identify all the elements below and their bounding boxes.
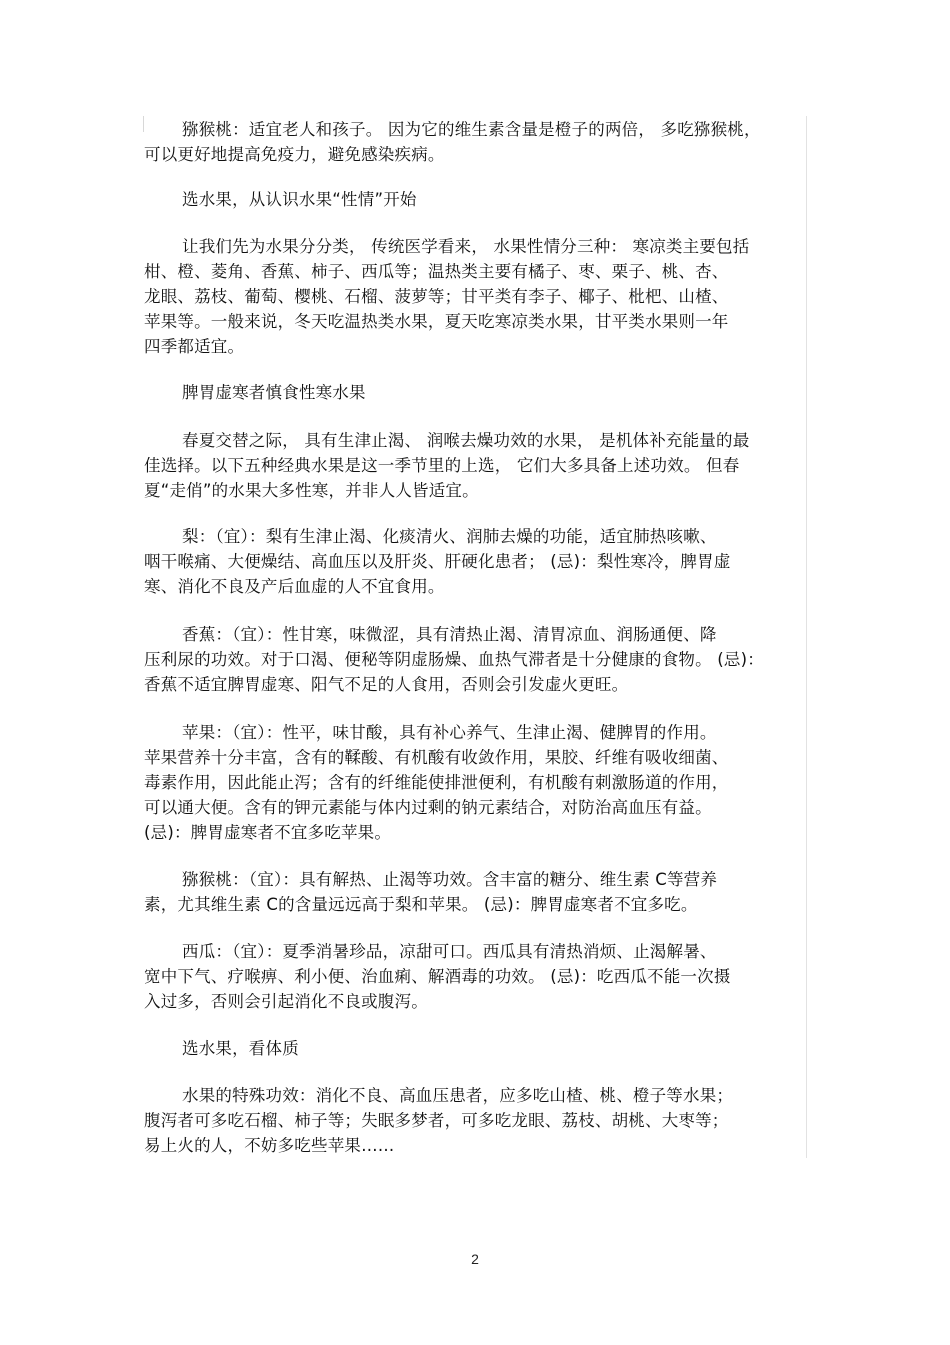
page-number: 2	[471, 1251, 479, 1267]
text-line: 水果的特殊功效：消化不良、高血压患者，应多吃山楂、桃、橙子等水果；	[182, 1086, 734, 1105]
text-line: 苹果营养十分丰富，含有的鞣酸、有机酸有收敛作用，果胶、纤维有吸收细菌、	[144, 748, 729, 767]
text-line: 素，尤其维生素 C的含量远远高于梨和苹果。 (忌)：脾胃虚寒者不宜多吃。	[144, 895, 698, 914]
text-line: 香蕉：（宜）：性甘寒，味微涩，具有清热止渴、清胃凉血、润肠通便、降	[182, 625, 717, 644]
text-line: 苹果等。一般来说，冬天吃温热类水果，夏天吃寒凉类水果，甘平类水果则一年	[144, 312, 729, 331]
text-line: 香蕉不适宜脾胃虚寒、阳气不足的人食用，否则会引发虚火更旺。	[144, 675, 629, 694]
text-line: 猕猴桃：（宜）：具有解热、止渴等功效。含丰富的糖分、维生素 C等营养	[182, 870, 718, 889]
text-line: 苹果：（宜）：性平，味甘酸，具有补心养气、生津止渴、健脾胃的作用。	[182, 723, 717, 742]
text-line: 压利尿的功效。对于口渴、便秘等阴虚肠燥、血热气滞者是十分健康的食物。 (忌)：	[144, 650, 764, 669]
text-line: 梨：（宜）：梨有生津止渴、化痰清火、润肺去燥的功能，适宜肺热咳嗽、	[182, 527, 717, 546]
text-line: 龙眼、荔枝、葡萄、樱桃、石榴、菠萝等；甘平类有李子、椰子、枇杷、山楂、	[144, 287, 729, 306]
text-line: 易上火的人，不妨多吃些苹果……	[144, 1136, 395, 1155]
text-line: 春夏交替之际， 具有生津止渴、 润喉去燥功效的水果， 是机体补充能量的最	[182, 431, 750, 450]
text-line: 宽中下气、疗喉痹、利小便、治血痢、解酒毒的功效。 (忌)：吃西瓜不能一次摄	[144, 967, 731, 986]
text-line: 佳选择。以下五种经典水果是这一季节里的上选， 它们大多具备上述功效。 但春	[144, 456, 740, 475]
text-line: 腹泻者可多吃石榴、柿子等；失眠多梦者，可多吃龙眼、荔枝、胡桃、大枣等；	[144, 1111, 729, 1130]
text-line: 四季都适宜。	[144, 337, 245, 356]
text-line: 毒素作用，因此能止泻；含有的纤维能使排泄便利，有机酸有刺激肠道的作用，	[144, 773, 729, 792]
text-line: 入过多，否则会引起消化不良或腹泻。	[144, 992, 428, 1011]
text-line: 寒、消化不良及产后血虚的人不宜食用。	[144, 577, 445, 596]
text-line: 西瓜：（宜）：夏季消暑珍品，凉甜可口。西瓜具有清热消烦、止渴解暑、	[182, 942, 717, 961]
text-line: 可以通大便。含有的钾元素能与体内过剩的钠元素结合，对防治高血压有益。	[144, 798, 712, 817]
text-body	[144, 116, 806, 1158]
text-line: 让我们先为水果分分类， 传统医学看来， 水果性情分三种： 寒凉类主要包括	[182, 237, 750, 256]
text-line: 猕猴桃：适宜老人和孩子。 因为它的维生素含量是橙子的两倍， 多吃猕猴桃，	[182, 120, 761, 139]
text-line: 可以更好地提高免疫力，避免感染疾病。	[144, 145, 445, 164]
section-heading: 脾胃虚寒者慎食性寒水果	[182, 383, 366, 402]
section-heading: 选水果，从认识水果“性情”开始	[182, 190, 417, 209]
text-line: 咽干喉痛、大便燥结、高血压以及肝炎、肝硬化患者； (忌)：梨性寒冷，脾胃虚	[144, 552, 731, 571]
text-line: 柑、橙、菱角、香蕉、柿子、西瓜等；温热类主要有橘子、枣、栗子、桃、杏、	[144, 262, 729, 281]
margin-rule-right	[806, 116, 807, 1158]
text-line: 夏“走俏”的水果大多性寒，并非人人皆适宜。	[144, 481, 479, 500]
section-heading: 选水果，看体质	[182, 1039, 299, 1058]
text-line: (忌)：脾胃虚寒者不宜多吃苹果。	[144, 823, 392, 842]
